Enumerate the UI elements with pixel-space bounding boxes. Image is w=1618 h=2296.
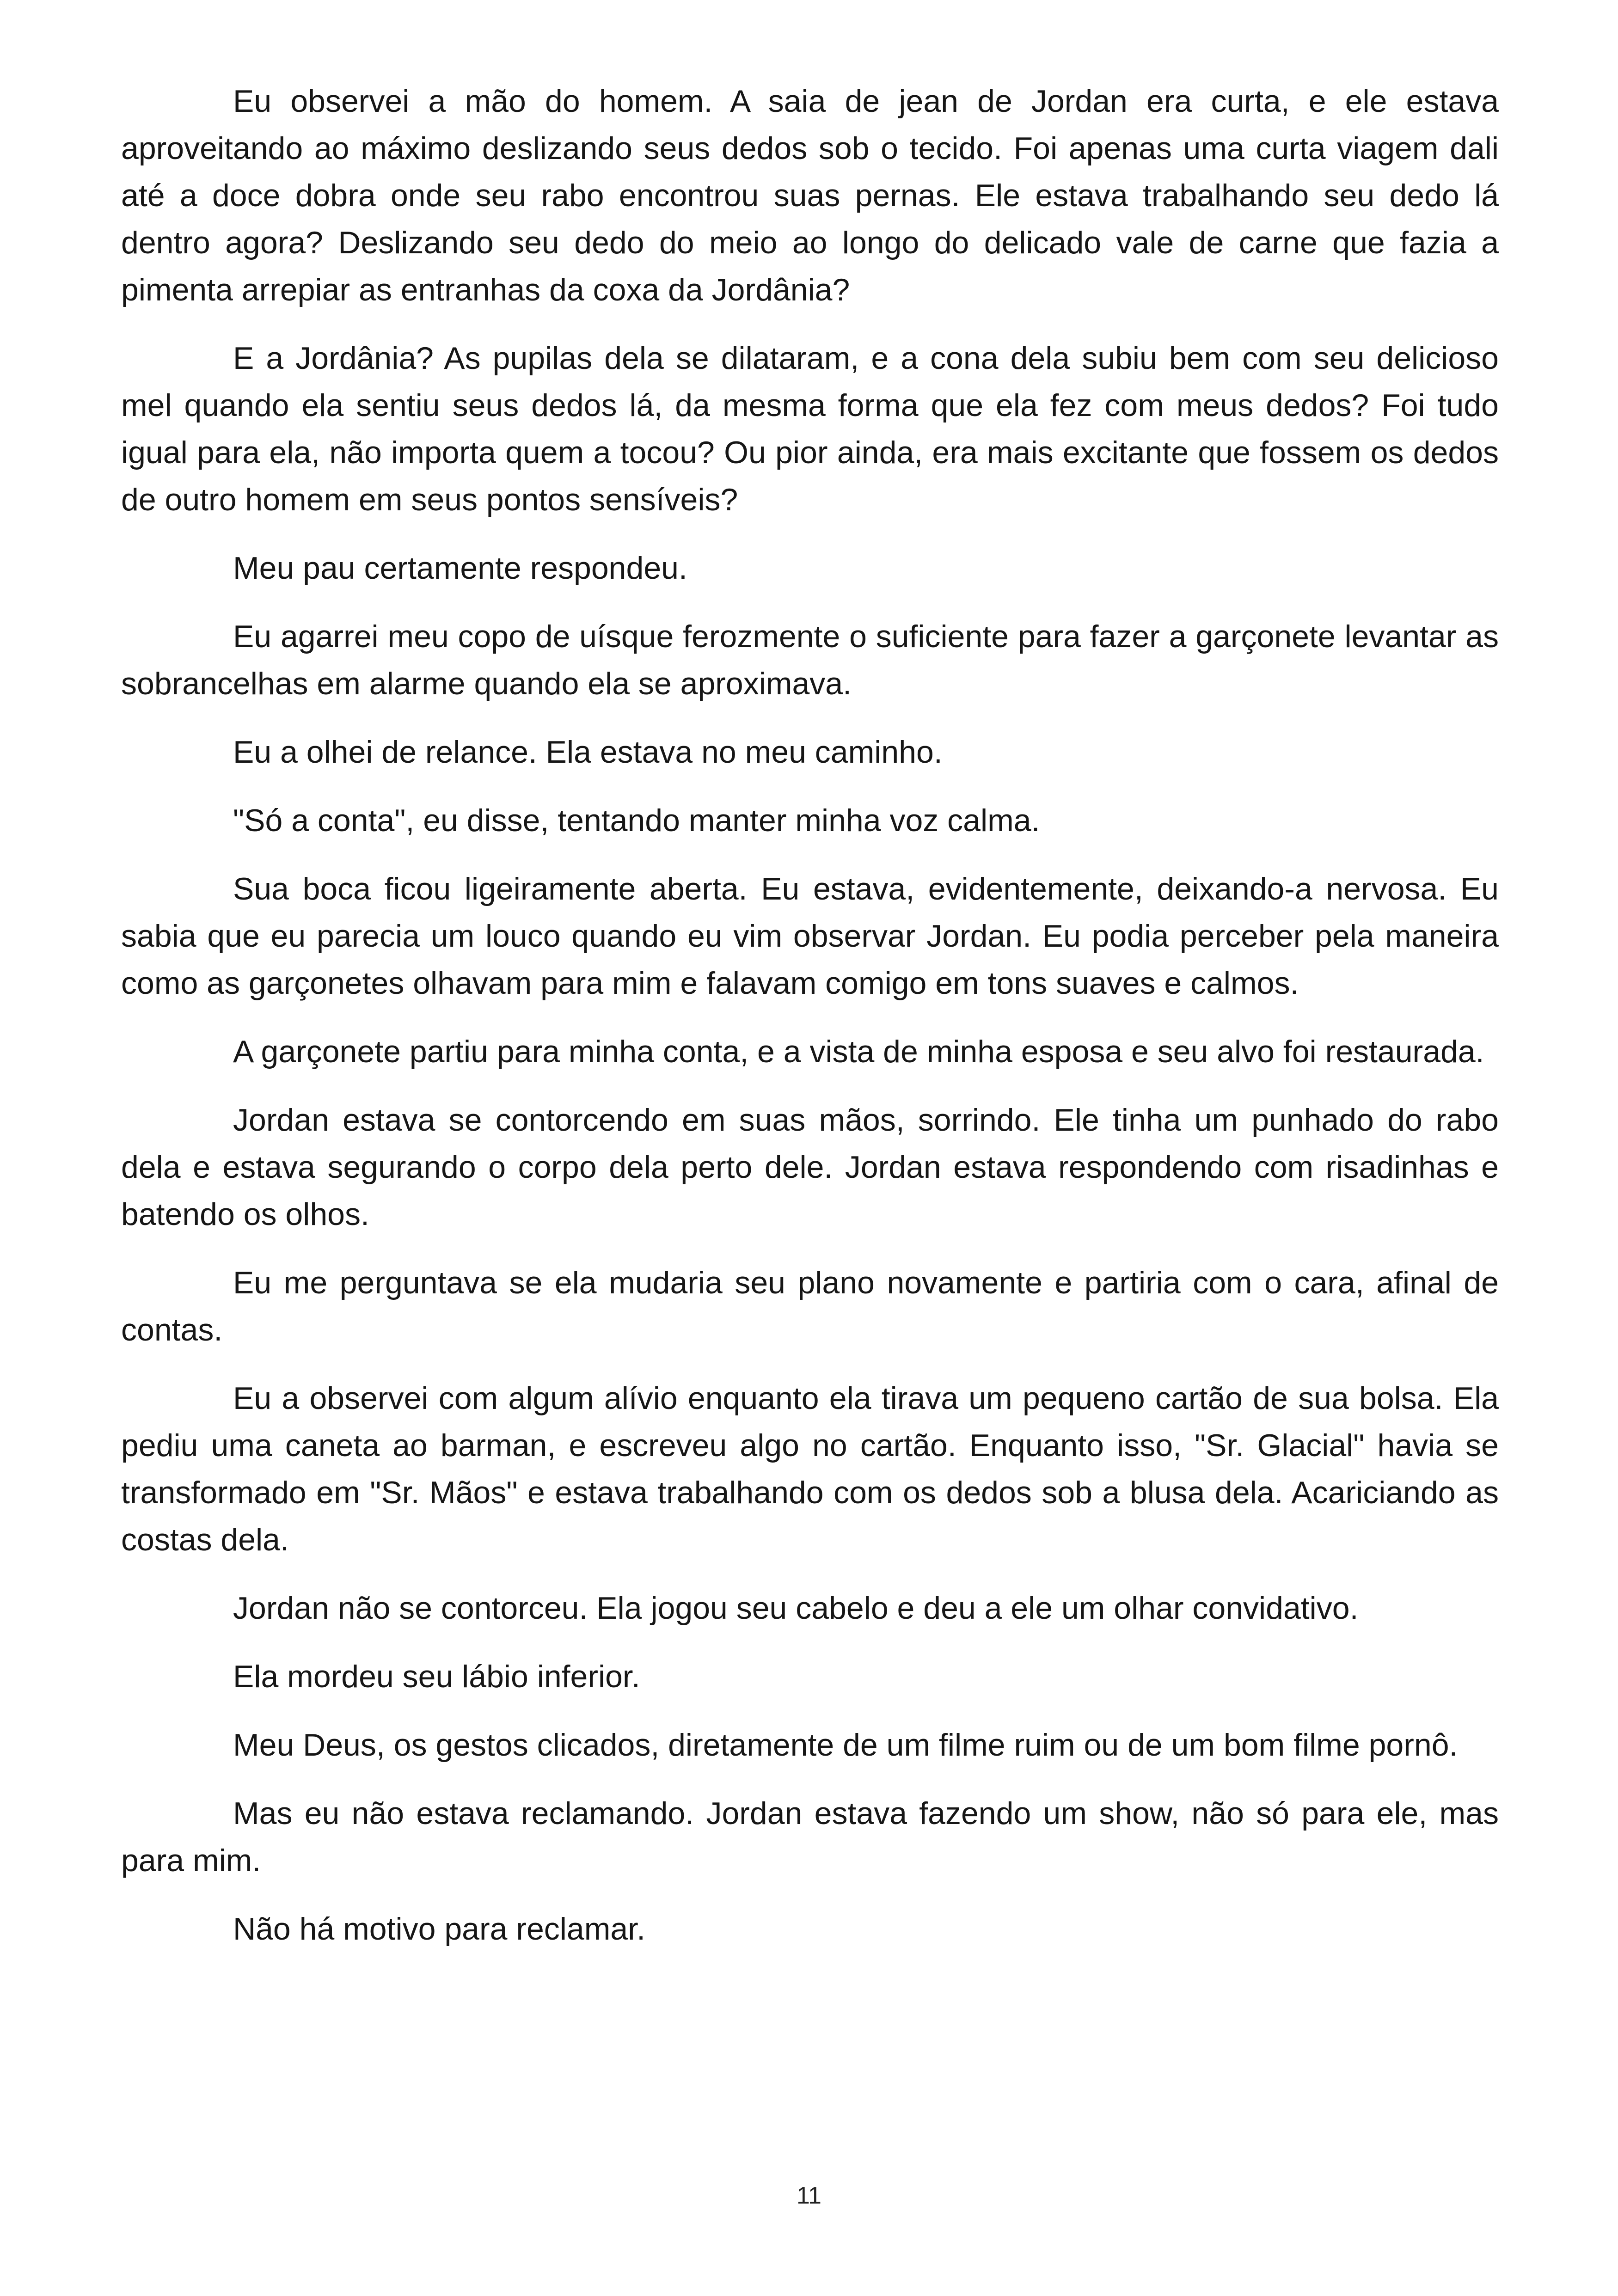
paragraph-7: Sua boca ficou ligeiramente aberta. Eu estava, evidentemente, deixando-a nervosa. Eu sabia que eu parecia um louco quando eu vim observar Jordan. Eu podia perceber pela maneira como as garçonetes olhavam para mim e falavam comigo em tons suaves e calmos. [121, 871, 1499, 1001]
paragraph-14: Meu Deus, os gestos clicados, diretamente de um filme ruim ou de um bom filme pornô. [233, 1727, 1458, 1763]
paragraph-5: Eu a olhei de relance. Ela estava no meu caminho. [233, 735, 943, 770]
paragraph-3: Meu pau certamente respondeu. [233, 551, 687, 586]
paragraph-4: Eu agarrei meu copo de uísque ferozmente o suficiente para fazer a garçonete levantar as sobrancelhas em alarme quando ela se aproximava. [121, 619, 1499, 701]
paragraph-16: Não há motivo para reclamar. [233, 1911, 645, 1947]
paragraph-11: Eu a observei com algum alívio enquanto ela tirava um pequeno cartão de sua bolsa. Ela pediu uma caneta ao barman, e escreveu algo no cartão. Enquanto isso, "Sr. Glacial" havia se transformado em "Sr. Mãos" e estava trabalhando com os dedos sob a blusa dela. Acariciando as costas dela. [121, 1381, 1499, 1557]
paragraph-8: A garçonete partiu para minha conta, e a vista de minha esposa e seu alvo foi restaurada. [233, 1034, 1484, 1069]
paragraph-9: Jordan estava se contorcendo em suas mãos, sorrindo. Ele tinha um punhado do rabo dela e estava segurando o corpo dela perto dele. Jordan estava respondendo com risadinhas e batendo os olhos. [121, 1102, 1499, 1232]
paragraph-2: E a Jordânia? As pupilas dela se dilataram, e a cona dela subiu bem com seu delicioso mel quando ela sentiu seus dedos lá, da mesma forma que ela fez com meus dedos? Foi tudo igual para ela, não importa quem a tocou? Ou pior ainda, era mais excitante que fossem os dedos de outro homem em seus pontos sensíveis? [121, 341, 1499, 517]
body-text [121, 78, 1499, 1974]
paragraph-13: Ela mordeu seu lábio inferior. [233, 1659, 640, 1694]
paragraph-12: Jordan não se contorceu. Ela jogou seu cabelo e deu a ele um olhar convidativo. [233, 1591, 1359, 1626]
paragraph-15: Mas eu não estava reclamando. Jordan estava fazendo um show, não só para ele, mas para mim. [121, 1796, 1499, 1878]
paragraph-10: Eu me perguntava se ela mudaria seu plano novamente e partiria com o cara, afinal de contas. [121, 1265, 1499, 1347]
paragraph-1: Eu observei a mão do homem. A saia de jean de Jordan era curta, e ele estava aproveitando ao máximo deslizando seus dedos sob o tecido. Foi apenas uma curta viagem dali até a doce dobra onde seu rabo encontrou suas pernas. Ele estava trabalhando seu dedo lá dentro agora? Deslizando seu dedo do meio ao longo do delicado vale de carne que fazia a pimenta arrepiar as entranhas da coxa da Jordânia? [121, 84, 1499, 307]
page-number: 11 [797, 2182, 821, 2209]
paragraph-6: "Só a conta", eu disse, tentando manter minha voz calma. [233, 803, 1040, 838]
